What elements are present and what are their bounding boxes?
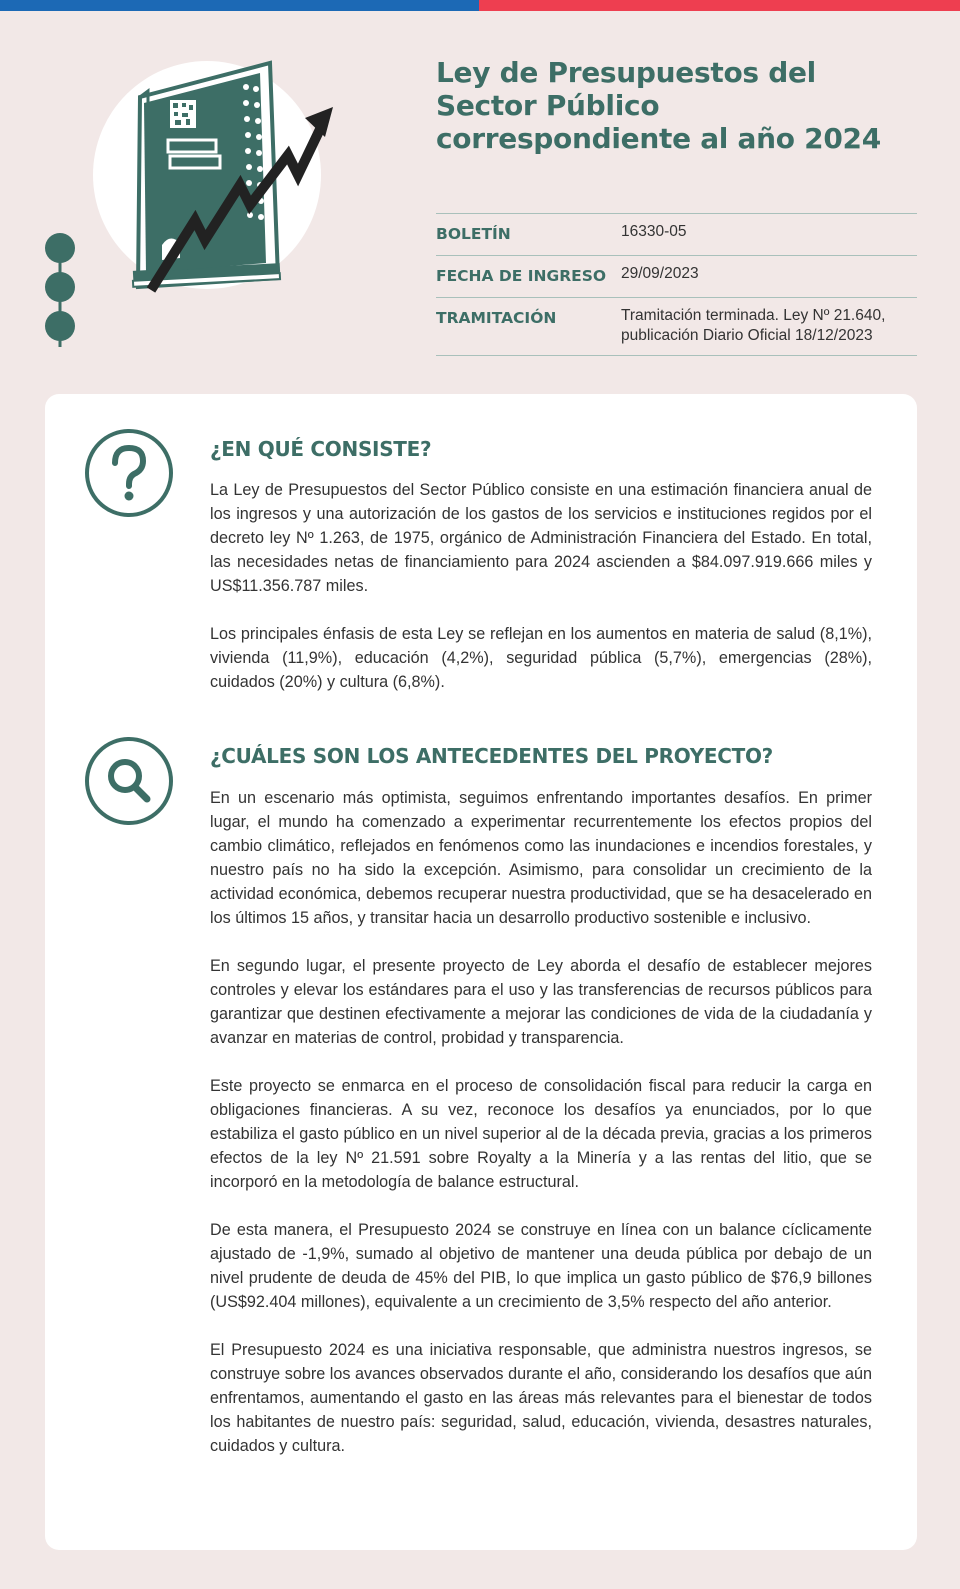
page-title: Ley de Presupuestos del Sector Público correspondiente al año 2024	[436, 56, 881, 155]
meta-row-fecha-ingreso	[436, 256, 917, 298]
drops-decoration	[45, 233, 75, 347]
section-body-antecedentes	[210, 786, 872, 1482]
section-body-consiste	[210, 478, 872, 718]
paragraph: La Ley de Presupuestos del Sector Público consiste en una estimación financiera anual de los ingresos y una autorización de los gastos de los servicios e instituciones regidos por el decreto ley Nº 1.263, de 1975, orgánico de Administración Financiera del Estado. En total, las necesidades netas de financiamiento para 2024 ascienden a $84.097.919.666 miles y US$11.356.787 miles.	[210, 481, 872, 595]
section-title-antecedentes: ¿CUÁLES SON LOS ANTECEDENTES DEL PROYECTO?	[210, 744, 773, 768]
search-icon	[84, 736, 174, 826]
paragraph: El Presupuesto 2024 es una iniciativa responsable, que administra nuestros ingresos, se construye sobre los avances observados durante el año, considerando los desafíos que aún enfrentamos, aumentando el gasto en las áreas más relevantes para el bienestar de todos los habitantes de nuestro país: seguridad, salud, educación, vivienda, desastres naturales, cuidados y cultura.	[210, 1341, 872, 1455]
section-title-consiste: ¿EN QUÉ CONSISTE?	[210, 437, 432, 461]
meta-row-boletin	[436, 214, 917, 256]
paragraph: De esta manera, el Presupuesto 2024 se construye en línea con un balance cíclicamente ajustado de -1,9%, sumado al objetivo de mantener una deuda pública por debajo de un nivel prudente de deuda de 45% del PIB, lo que implica un gasto público de $76,9 billones (US$92.404 millones), equivalente a un crecimiento de 3,5% respecto del año anterior.	[210, 1221, 872, 1311]
meta-label: BOLETÍN	[436, 225, 511, 243]
meta-value: 16330-05	[621, 223, 687, 240]
meta-row-tramitacion	[436, 298, 917, 356]
top-color-bar	[0, 0, 960, 11]
paragraph: Este proyecto se enmarca en el proceso de consolidación fiscal para reducir la carga en obligaciones financieras. A su vez, reconoce los desafíos ya enunciados, por lo que estabiliza el gasto público en un nivel superior al de la década previa, gracias a los primeros efectos de la ley Nº 21.591 sobre Royalty a la Minería y a las rentas del litio, que se incorporó en la metodología de balance estructural.	[210, 1077, 872, 1191]
top-bar-red	[479, 0, 960, 11]
budget-book-illustration	[40, 55, 340, 355]
meta-value: Tramitación terminada. Ley Nº 21.640, publicación Diario Oficial 18/12/2023	[621, 307, 886, 344]
meta-value: 29/09/2023	[621, 265, 699, 282]
book-icon	[133, 63, 280, 287]
meta-label: FECHA DE INGRESO	[436, 267, 607, 285]
metadata-table	[436, 213, 917, 356]
question-icon	[84, 428, 174, 518]
paragraph: Los principales énfasis de esta Ley se reflejan en los aumentos en materia de salud (8,1%), vivienda (11,9%), educación (4,2%), seguridad pública (5,7%), emergencias (28%), cuidados (20%) y cultura (6,8%).	[210, 625, 872, 691]
meta-label: TRAMITACIÓN	[436, 309, 557, 327]
content-card	[45, 394, 917, 1550]
paragraph: En segundo lugar, el presente proyecto de Ley aborda el desafío de establecer mejores controles y elevar los estándares para el uso y las transferencias de recursos públicos para garantizar que destinen efectivamente a mejorar las condiciones de vida de la ciudadanía y avanzar en materias de control, probidad y transparencia.	[210, 957, 872, 1047]
top-bar-blue	[0, 0, 479, 11]
paragraph: En un escenario más optimista, seguimos enfrentando importantes desafíos. En primer lugar, el mundo ha comenzado a experimentar recurrentemente los efectos propios del cambio climático, reflejados en fenómenos como las inundaciones e incendios forestales, y nuestro país no ha sido la excepción. Asimismo, para consolidar un crecimiento de la actividad económica, debemos recuperar nuestra productividad, que se ha desacelerado en los últimos 15 años, y transitar hacia un desarrollo productivo sostenible e inclusivo.	[210, 789, 872, 927]
